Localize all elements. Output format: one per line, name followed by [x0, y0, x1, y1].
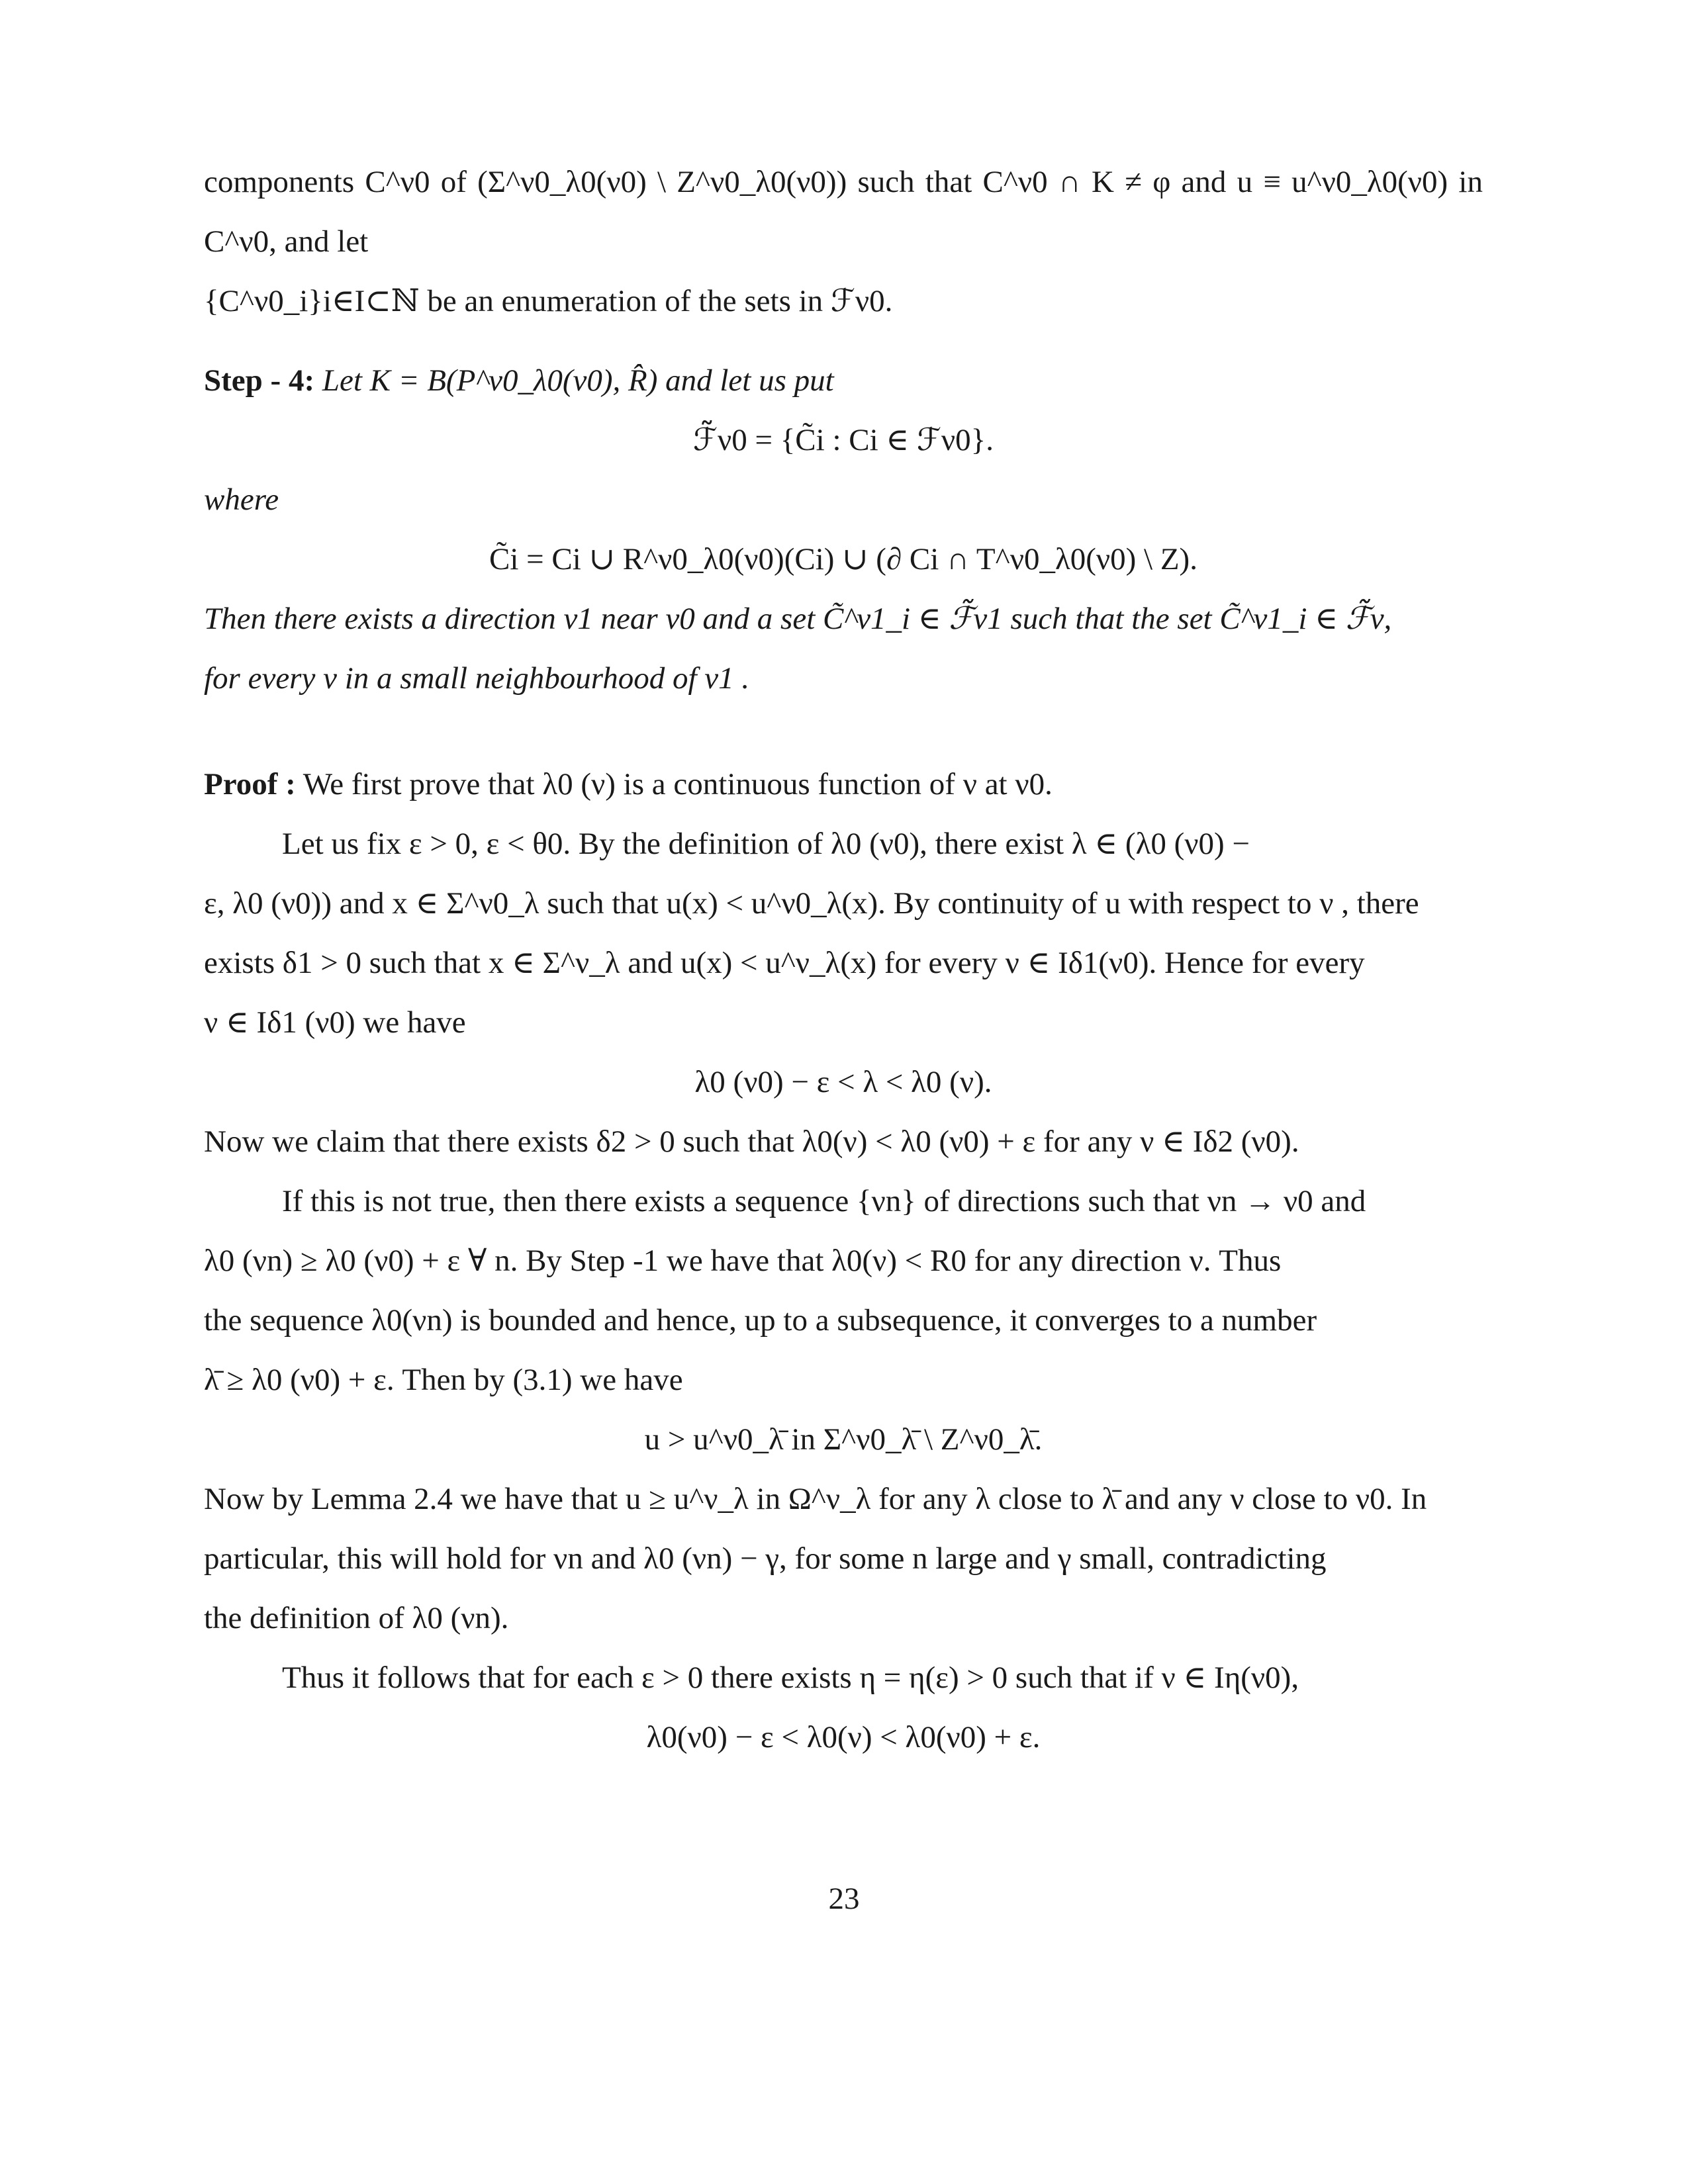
text-line: ν ∈ Iδ1 (ν0) we have — [204, 1005, 466, 1040]
text-line: components C^ν0 of (Σ^ν0_λ0(ν0) \ Z^ν0_λ0(ν0)) such that C^ν0 ∩ K ≠ φ and u ≡ u^ν0_λ0(ν0) in C^ν0, and let — [204, 165, 1483, 259]
claim-paragraph — [204, 589, 1483, 708]
paragraph-conclusion: Thus it follows that for each ε > 0 there exists η = η(ε) > 0 such that if ν ∈ Iη(ν0), — [282, 1661, 1299, 1695]
text-line: λ0 (νn) ≥ λ0 (ν0) + ε ∀ n. By Step -1 we have that λ0(ν) < R0 for any direction ν. Thus — [204, 1244, 1282, 1278]
proof-label: Proof : — [204, 767, 296, 801]
text-line: the definition of λ0 (νn). — [204, 1601, 509, 1635]
paragraph-components — [204, 152, 1483, 331]
proof-text: We first prove that λ0 (ν) is a continuous function of ν at ν0. — [303, 767, 1053, 801]
text-line: exists δ1 > 0 such that x ∈ Σ^ν_λ and u(x) < u^ν_λ(x) for every ν ∈ Iδ1(ν0). Hence for every — [204, 946, 1365, 980]
text-line: λ̄ ≥ λ0 (ν0) + ε. Then by (3.1) we have — [204, 1363, 683, 1397]
text-line: ε, λ0 (ν0)) and x ∈ Σ^ν0_λ such that u(x) < u^ν0_λ(x). By continuity of u with respect to ν , there — [204, 886, 1419, 921]
text-line: Let us fix ε > 0, ε < θ0. By the definition of λ0 (ν0), there exist λ ∈ (λ0 (ν0) − — [282, 827, 1250, 861]
step-label: Step - 4: — [204, 363, 315, 398]
text-line: Now by Lemma 2.4 we have that u ≥ u^ν_λ in Ω^ν_λ for any λ close to λ̄ and any ν close to ν0. In — [204, 1482, 1427, 1516]
proof-heading — [204, 754, 1483, 814]
paragraph-lemma — [204, 1469, 1483, 1648]
text-line: particular, this will hold for νn and λ0 (νn) − γ, for some n large and γ small, contradicting — [204, 1541, 1327, 1576]
text-line: the sequence λ0(νn) is bounded and hence, up to a subsequence, it converges to a number — [204, 1303, 1317, 1338]
paragraph-sequence — [204, 1171, 1483, 1410]
step-text: Let K = B(P^ν0_λ0(ν0), R̂) and let us put — [322, 363, 834, 398]
text-line: Then there exists a direction ν1 near ν0 and a set C̃^ν1_i ∈ ℱ̃ν1 such that the set C̃^ν1_i ∈ ℱ̃ν, — [204, 602, 1392, 636]
page-number: 23 — [828, 1882, 860, 1916]
equation-u-greater: u > u^ν0_λ̄ in Σ^ν0_λ̄ \ Z^ν0_λ̄. — [644, 1422, 1043, 1457]
step-4-statement — [204, 351, 1483, 410]
page-body — [204, 152, 1483, 1767]
equation-lambda-bound: λ0 (ν0) − ε < λ < λ0 (ν). — [694, 1065, 992, 1099]
paragraph-continuity — [204, 814, 1483, 1052]
equation-f-tilde: ℱ̃ν0 = {C̃i : Ci ∈ ℱν0}. — [693, 423, 994, 457]
equation-final: λ0(ν0) − ε < λ0(ν) < λ0(ν0) + ε. — [646, 1720, 1041, 1754]
equation-c-tilde: C̃i = Ci ∪ R^ν0_λ0(ν0)(Ci) ∪ (∂ Ci ∩ T^ν0_λ0(ν0) \ Z). — [489, 542, 1197, 576]
text-line: If this is not true, then there exists a sequence {νn} of directions such that νn → ν0 and — [282, 1184, 1366, 1218]
paragraph-claim-delta2: Now we claim that there exists δ2 > 0 such that λ0(ν) < λ0 (ν0) + ε for any ν ∈ Iδ2 (ν0). — [204, 1124, 1299, 1159]
text-line: {C^ν0_i}i∈I⊂ℕ be an enumeration of the sets in ℱν0. — [204, 284, 893, 318]
text-line: for every ν in a small neighbourhood of ν1 . — [204, 661, 750, 696]
where-label: where — [204, 482, 279, 517]
